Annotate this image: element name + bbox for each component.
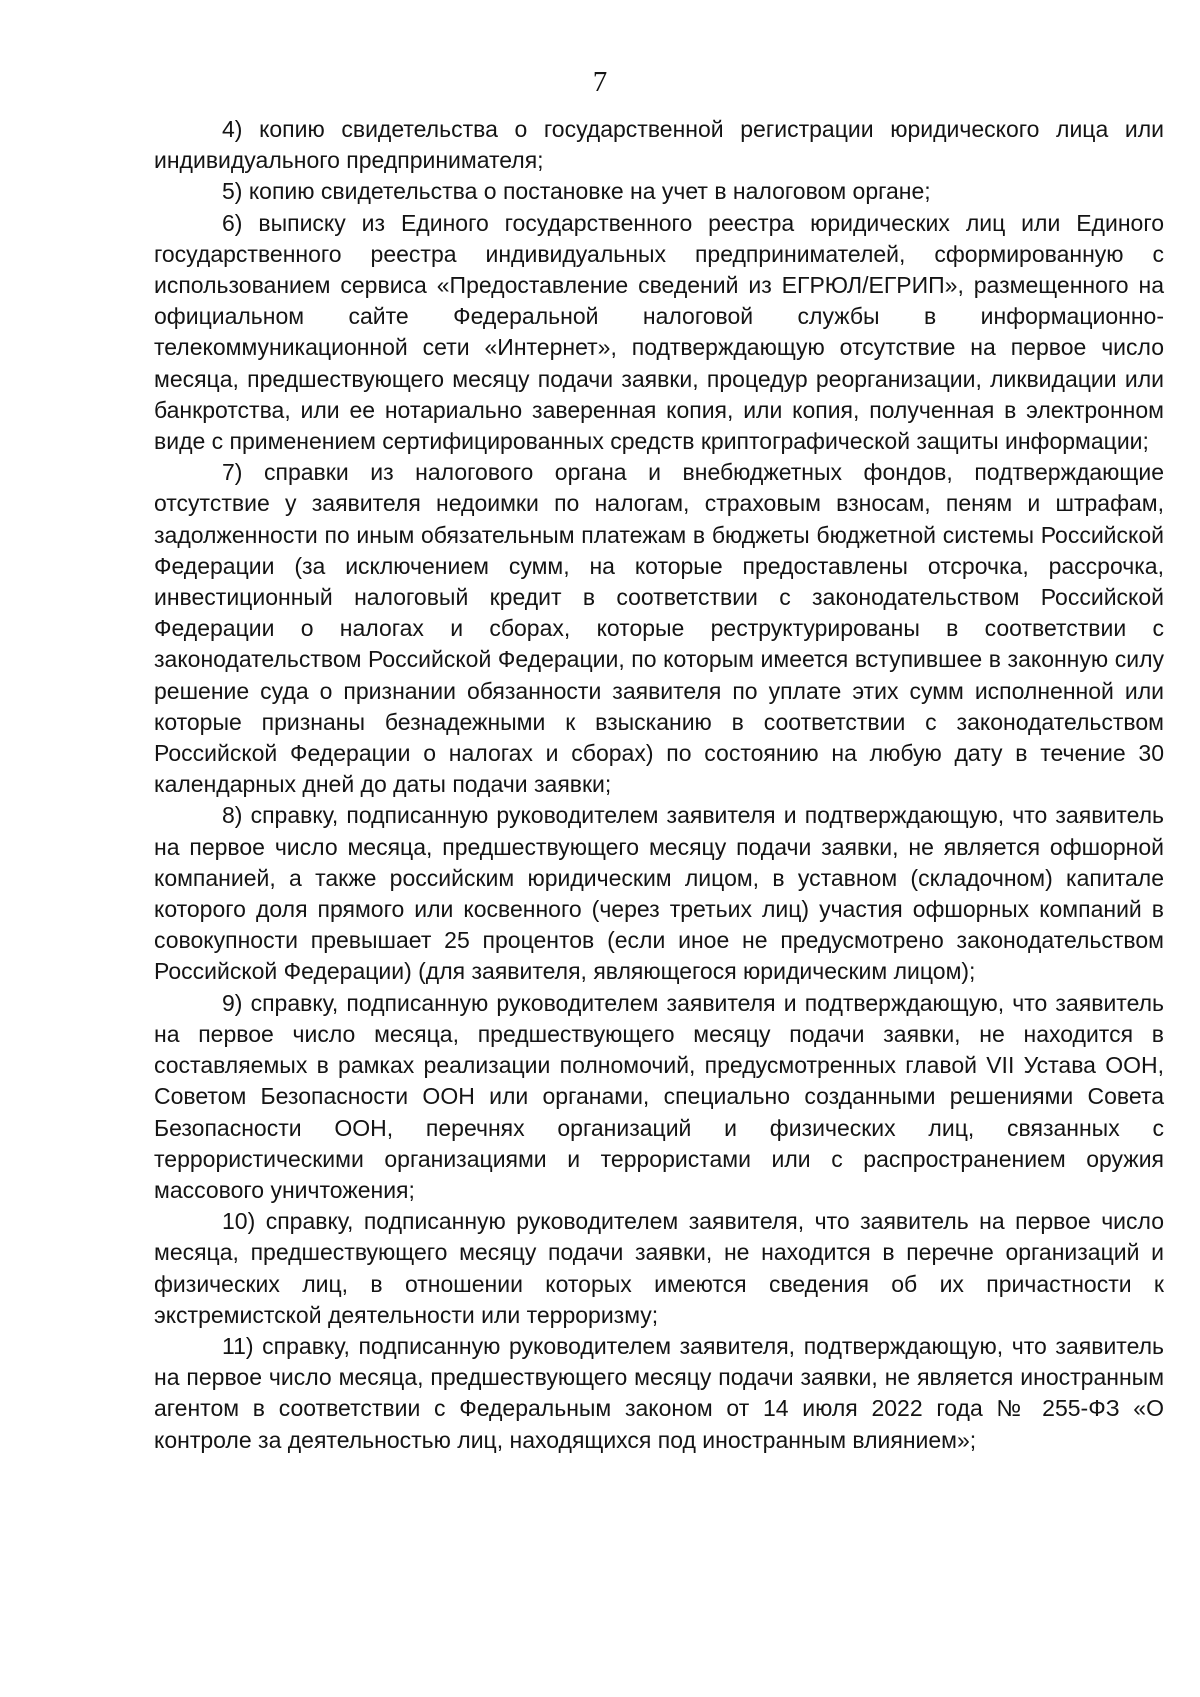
list-item-8: 8) справку, подписанную руководителем заявителя и подтверждающую, что заявитель на первое число месяца, предшествующего месяцу подачи заявки, не является офшорной компанией, а также российским юридическим лицом, в уставном (складочном) капитале которого доля прямого или косвенного (через третьих лиц) участия офшорных компаний в совокупности превышает 25 процентов (если иное не предусмотрено законодательством Российской Федерации) (для заявителя, являющегося юридическим лицом); xyxy=(154,802,1164,985)
list-item-7: 7) справки из налогового органа и внебюджетных фондов, подтверждающие отсутствие у заявителя недоимки по налогам, страховым взносам, пеням и штрафам, задолженности по иным обязательным платежам в бюджеты бюджетной системы Российской Федерации (за исключением сумм, на которые предоставлены отсрочка, рассрочка, инвестиционный налоговый кредит в соответствии с законодательством Российской Федерации о налогах и сборах, которые реструктурированы в соответствии с законодательством Российской Федерации, по которым имеется вступившее в законную силу решение суда о признании обязанности заявителя по уплате этих сумм исполненной или которые признаны безнадежными к взысканию в соответствии с законодательством Российской Федерации о налогах и сборах) по состоянию на любую дату в течение 30 календарных дней до даты подачи заявки; xyxy=(154,459,1164,798)
list-item-4: 4) копию свидетельства о государственной регистрации юридического лица или индивидуального предпринимателя; xyxy=(154,116,1164,174)
list-item-9: 9) справку, подписанную руководителем заявителя и подтверждающую, что заявитель на первое число месяца, предшествующего месяцу подачи заявки, не находится в составляемых в рамках реализации полномочий, предусмотренных главой VII Устава ООН, Советом Безопасности ООН или органами, специально созданными решениями Совета Безопасности ООН, перечнях организаций и физических лиц, связанных с террористическими организациями и террористами или с распространением оружия массового уничтожения; xyxy=(154,989,1164,1203)
page-number: 7 xyxy=(592,66,608,98)
document-body xyxy=(154,114,1164,1456)
list-item-6: 6) выписку из Единого государственного реестра юридических лиц или Единого государственного реестра индивидуальных предпринимателей, сформированную с использованием сервиса «Предоставление сведений из ЕГРЮЛ/ЕГРИП», размещенного на официальном сайте Федеральной налоговой службы в информационно-телекоммуникационной сети «Интернет», подтверждающую отсутствие на первое число месяца, предшествующего месяцу подачи заявки, процедур реорганизации, ликвидации или банкротства, или ее нотариально заверенная копия, или копия, полученная в электронном виде с применением сертифицированных средств криптографической защиты информации; xyxy=(154,209,1164,455)
list-item-11: 11) справку, подписанную руководителем заявителя, подтверждающую, что заявитель на первое число месяца, предшествующего месяцу подачи заявки, не является иностранным агентом в соответствии с Федеральным законом от 14 июля 2022 года № 255-ФЗ «О контроле за деятельностью лиц, находящихся под иностранным влиянием»; xyxy=(154,1332,1164,1453)
list-item-5: 5) копию свидетельства о постановке на учет в налоговом органе; xyxy=(222,178,931,205)
list-item-10: 10) справку, подписанную руководителем заявителя, что заявитель на первое число месяца, предшествующего месяцу подачи заявки, не находится в перечне организаций и физических лиц, в отношении которых имеются сведения об их причастности к экстремистской деятельности или терроризму; xyxy=(154,1208,1164,1328)
